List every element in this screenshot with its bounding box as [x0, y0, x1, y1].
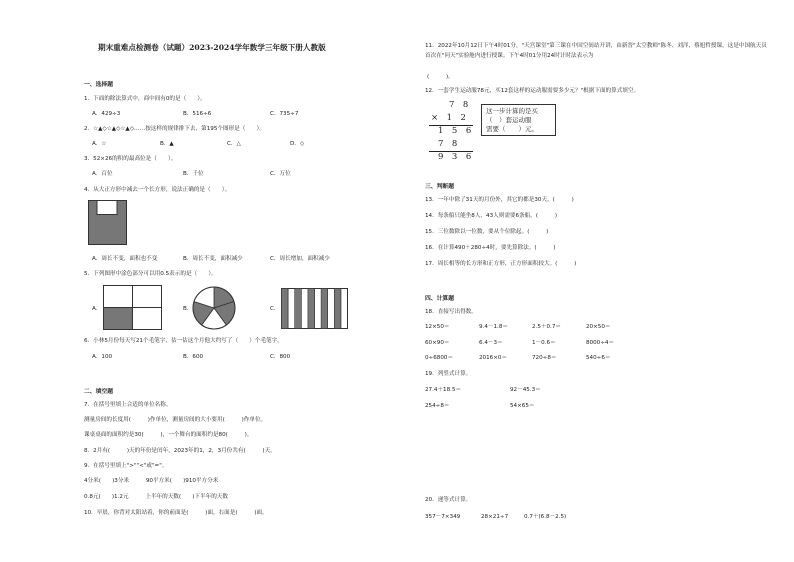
- question-11: 11．2022年10月12日下午4时01分，"天宫课堂"第三课在中国空间站开讲，由新晋"太空教师"陈冬、刘洋、蔡旭哲授课，这是中国航天员首次在"问天"实验舱内进行授课。下午4时01分用24时计时法表示为: [425, 43, 767, 59]
- mul-row-3: 1 5 6: [438, 126, 472, 136]
- question-7: 7．在括号里填上合适的单位名称。: [84, 402, 172, 408]
- q3-option-b: B．千位: [183, 171, 204, 177]
- question-16: 16．在计算490＋280÷4时，要先算除法。( ): [425, 245, 556, 251]
- question-14: 14．每条船只能坐8人，43人则需要6条船。( ): [425, 213, 557, 219]
- callout-line-3: 需要（ ）元。: [486, 124, 538, 133]
- q20-item-3: 0.7＋(6.8－2.5): [524, 514, 567, 520]
- mul-row-1: 7 8: [449, 100, 469, 110]
- question-18: 18．直接写出得数。: [425, 309, 477, 315]
- q6-option-b: B．600: [183, 354, 204, 360]
- q1-option-c: C．735÷7: [270, 111, 299, 117]
- calc-r1-c1: 12×50＝: [425, 324, 450, 330]
- q2-option-d: D．◇: [290, 141, 305, 147]
- q5-option-c: C．: [270, 306, 280, 312]
- calc-r3-c2: 2016×0＝: [479, 355, 508, 361]
- calc-r1-c4: 20×50＝: [586, 324, 611, 330]
- q2-option-c: C．△: [227, 141, 241, 147]
- q4-option-b: B．周长不变，面积减少: [183, 256, 243, 262]
- q5-figure-a-grid: [103, 285, 163, 331]
- calc-r3-c1: 0÷6800＝: [425, 355, 454, 361]
- calc-r3-c4: 540÷6＝: [586, 355, 611, 361]
- q7-line-2: 课桌桌面的面积约是30( )，一个舞台的面积约是80( )。: [84, 432, 253, 438]
- callout-line-1: 这一步计算的是买: [486, 107, 538, 115]
- q2-option-a: A．☆: [92, 141, 107, 147]
- question-3: 3．52×26的积的最高位是（ ）。: [84, 156, 177, 162]
- calc-r1-c2: 9.4－1.8＝: [479, 324, 508, 330]
- question-4: 4．从大正方形中减去一个长方形，说法正确的是（ ）。: [84, 187, 231, 193]
- q4-option-c: C．周长增加，面积减少: [270, 256, 330, 262]
- mul-row-5: 9 3 6: [438, 152, 472, 162]
- mul-row-2: × 1 2: [431, 113, 466, 123]
- q1-option-b: B．516÷6: [183, 111, 212, 117]
- q4-option-a: A．周长不变，面积也不变: [92, 256, 158, 262]
- section-4-heading: 四、计算题: [425, 296, 454, 302]
- q5-option-b: B．: [183, 306, 193, 312]
- q5-figure-b-circle: [191, 285, 237, 331]
- q6-option-c: C．800: [270, 354, 291, 360]
- vert-r2-c2: 54×65＝: [510, 403, 535, 409]
- question-2: 2．☆▲◇☆▲◇☆▲◇……按这样的规律排下去，第195个图形是（ ）。: [84, 126, 265, 132]
- question-9: 9．在括号里填上">""<"或"="。: [84, 463, 168, 469]
- calc-r2-c3: 1－0.6＝: [532, 340, 556, 346]
- callout-line-2: （ ）套运动服: [486, 115, 532, 124]
- mul-row-4: 7 8: [438, 139, 458, 149]
- section-3-heading: 三、判断题: [425, 184, 454, 190]
- callout-box: [481, 104, 556, 136]
- question-17: 17．周长相等的长方形和正方形，正方形面积较大。( ): [425, 261, 577, 267]
- q7-line-1: 测量房间的长度用( )作单位，测量房间的大小要用( )作单位。: [84, 417, 267, 423]
- question-12: 12．一套学生运动服78元，买12套这样的运动服需要多少元？"根据下面的算式填空。: [425, 88, 640, 94]
- q9-line-1: 4分米( )3分米 90平方米( )910平方分米: [84, 478, 219, 484]
- q20-item-2: 28×21÷7: [481, 514, 509, 520]
- vert-r1-c2: 92－45.3＝: [510, 387, 541, 393]
- exam-title: 期末重难点检测卷（试题）2023-2024学年数学三年级下册人教版: [98, 43, 326, 52]
- question-15: 15．三位数除以一位数，要从个位除起。( ): [425, 229, 549, 235]
- q1-option-a: A．429÷3: [92, 111, 121, 117]
- question-1: 1．下面的除法算式中，商中间有0的是（ ）。: [84, 96, 206, 102]
- vert-r1-c1: 27.4＋18.5＝: [425, 387, 462, 393]
- section-1-heading: 一、选择题: [84, 82, 113, 88]
- question-8: 8．2月有( )天的年份是闰年，2023年的1，2，3月份共有( )天。: [84, 448, 276, 454]
- q5-option-a: A．: [92, 306, 102, 312]
- question-19: 19．列竖式计算。: [425, 371, 472, 377]
- vert-r2-c1: 254÷8＝: [425, 403, 450, 409]
- q3-option-a: A．百位: [92, 171, 113, 177]
- question-6: 6．小林5月份每天写21个毛笔字，估一估这个月他大约写了（ ）个毛笔字。: [84, 338, 283, 344]
- q2-option-b: B．▲: [160, 141, 174, 147]
- calc-r3-c3: 720÷8＝: [532, 355, 557, 361]
- q11-answer-blank: ( )。: [427, 74, 454, 80]
- calc-r2-c2: 6.4－3＝: [479, 340, 503, 346]
- q6-option-a: A．100: [92, 354, 113, 360]
- calc-r1-c3: 2.5＋0.7＝: [532, 324, 561, 330]
- q5-figure-c-stripes: [281, 288, 349, 330]
- question-5: 5．下列图形中涂色部分可以用0.5表示的是（ ）。: [84, 271, 217, 277]
- calc-r2-c4: 8000÷4＝: [586, 340, 615, 346]
- question-13: 13．一年中除了31天的月份外，其它的都是30天。( ): [425, 197, 574, 203]
- q3-option-c: C．万位: [270, 171, 291, 177]
- q20-item-1: 357－7×349: [425, 514, 461, 520]
- q9-line-2: 0.8元( )1.2元 上半年的天数( )下半年的天数: [84, 494, 228, 500]
- question-10: 10．早晨，你背对太阳站着，你的前面是( )面，右面是( )面。: [84, 510, 268, 516]
- q4-square-figure: [88, 200, 128, 246]
- calc-r2-c1: 60×90＝: [425, 340, 450, 346]
- section-2-heading: 二、填空题: [84, 389, 113, 395]
- question-20: 20．递等式计算。: [425, 497, 472, 503]
